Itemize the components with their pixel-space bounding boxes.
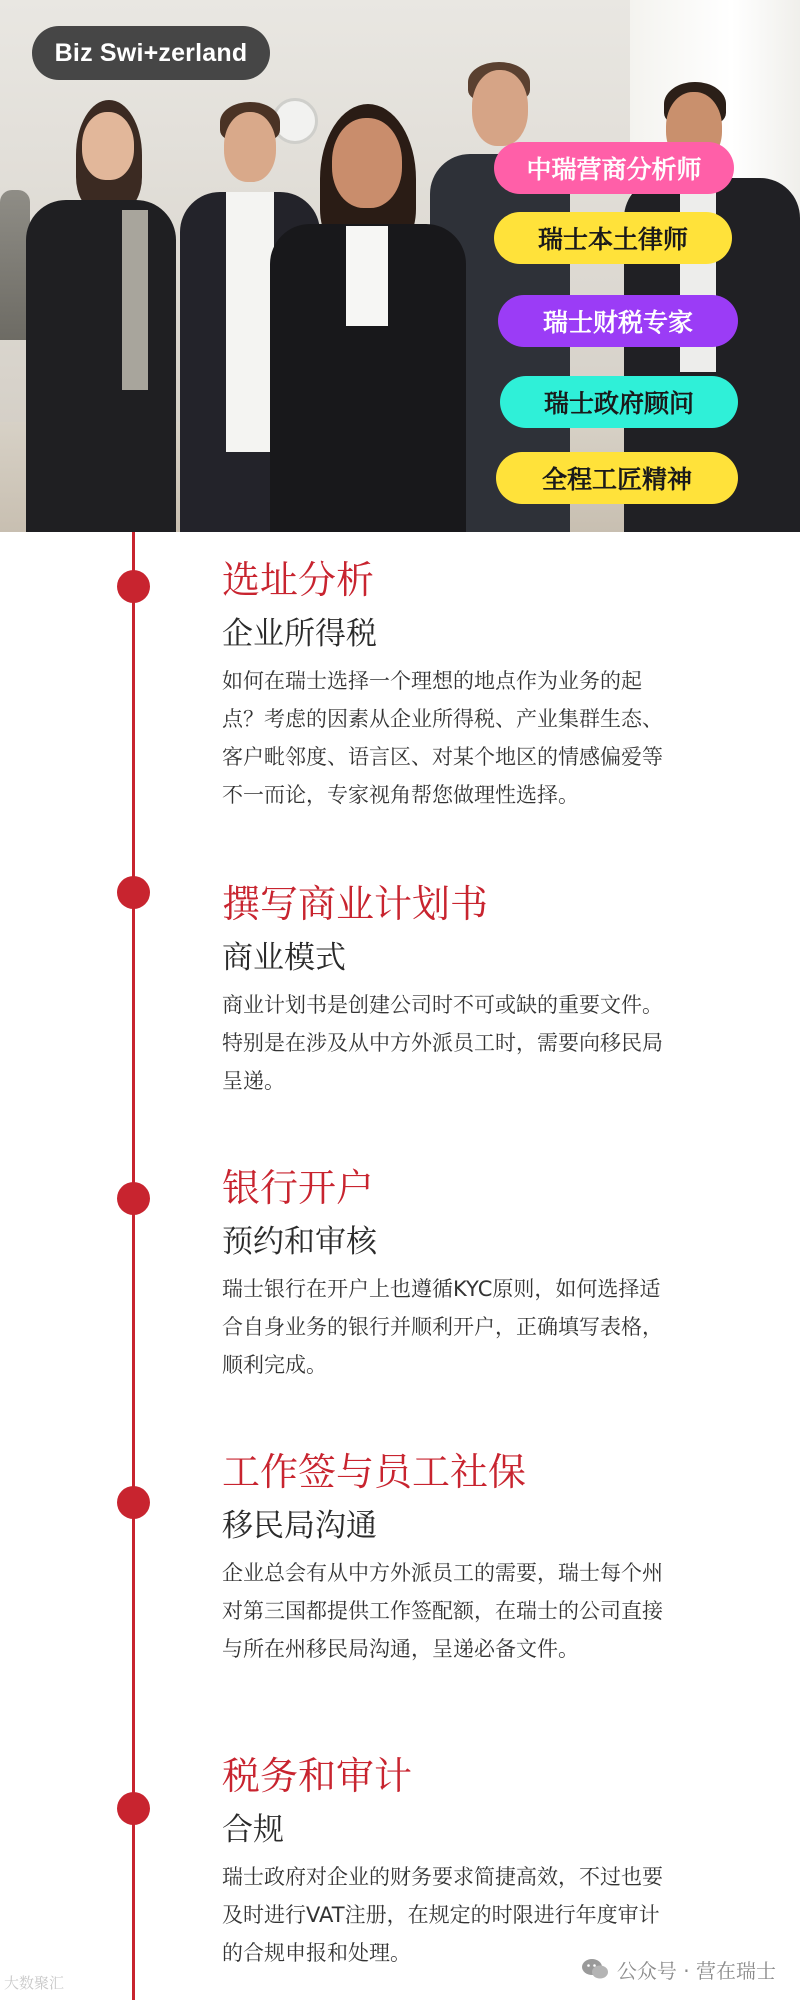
timeline-dot [117,1486,150,1519]
timeline-line [132,532,135,2000]
step-subtitle: 移民局沟通 [222,1508,377,1544]
step-description: 商业计划书是创建公司时不可或缺的重要文件。特别是在涉及从中方外派员工时，需要向移民局呈递。 [222,993,663,1093]
brand-logo: Biz Swi+zerland [32,26,270,80]
role-tag-gov-advisor: 瑞士政府顾问 [500,376,738,428]
step-subtitle: 企业所得税 [222,616,377,652]
step-title: 选址分析 [222,558,375,602]
timeline-dot [117,1182,150,1215]
step-tax-audit [222,1752,672,1972]
watermark-left: 大数聚汇 [4,1974,65,1992]
watermark-right [581,1954,776,1984]
step-business-plan [222,880,672,1100]
step-description: 瑞士政府对企业的财务要求简捷高效，不过也要及时进行VAT注册，在规定的时限进行年度审计的合规申报和处理。 [222,1865,663,1965]
step-subtitle: 预约和审核 [222,1224,377,1260]
step-title: 税务和审计 [222,1754,413,1798]
step-title: 工作签与员工社保 [222,1450,527,1494]
step-subtitle: 商业模式 [222,940,346,976]
person-left-woman [18,100,178,532]
step-description: 如何在瑞士选择一个理想的地点作为业务的起点？考虑的因素从企业所得税、产业集群生态、客户毗邻度、语言区、对某个地区的情感偏爱等不一而论，专家视角帮您做理性选择。 [222,669,663,807]
role-tag-analyst: 中瑞营商分析师 [494,142,734,194]
step-description: 瑞士银行在开户上也遵循KYC原则，如何选择适合自身业务的银行并顺利开户，正确填写表格，顺利完成。 [222,1277,663,1377]
person-center-woman [262,104,472,532]
step-bank-account [222,1164,672,1384]
step-subtitle: 合规 [222,1812,284,1848]
timeline-dot [117,876,150,909]
step-title: 银行开户 [222,1166,375,1210]
role-tag-tax-expert: 瑞士财税专家 [498,295,738,347]
step-work-permit [222,1448,672,1668]
wechat-icon [581,1957,609,1981]
step-description: 企业总会有从中方外派员工的需要，瑞士每个州对第三国都提供工作签配额，在瑞士的公司直接与所在州移民局沟通，呈递必备文件。 [222,1561,663,1661]
step-title: 撰写商业计划书 [222,882,489,926]
role-tag-craftsmanship: 全程工匠精神 [496,452,738,504]
role-tag-lawyer: 瑞士本土律师 [494,212,732,264]
hero-photo [0,0,800,532]
step-site-selection [222,556,672,814]
timeline-dot [117,1792,150,1825]
watermark-text: 公众号 · 营在瑞士 [616,1958,776,1983]
timeline-dot [117,570,150,603]
